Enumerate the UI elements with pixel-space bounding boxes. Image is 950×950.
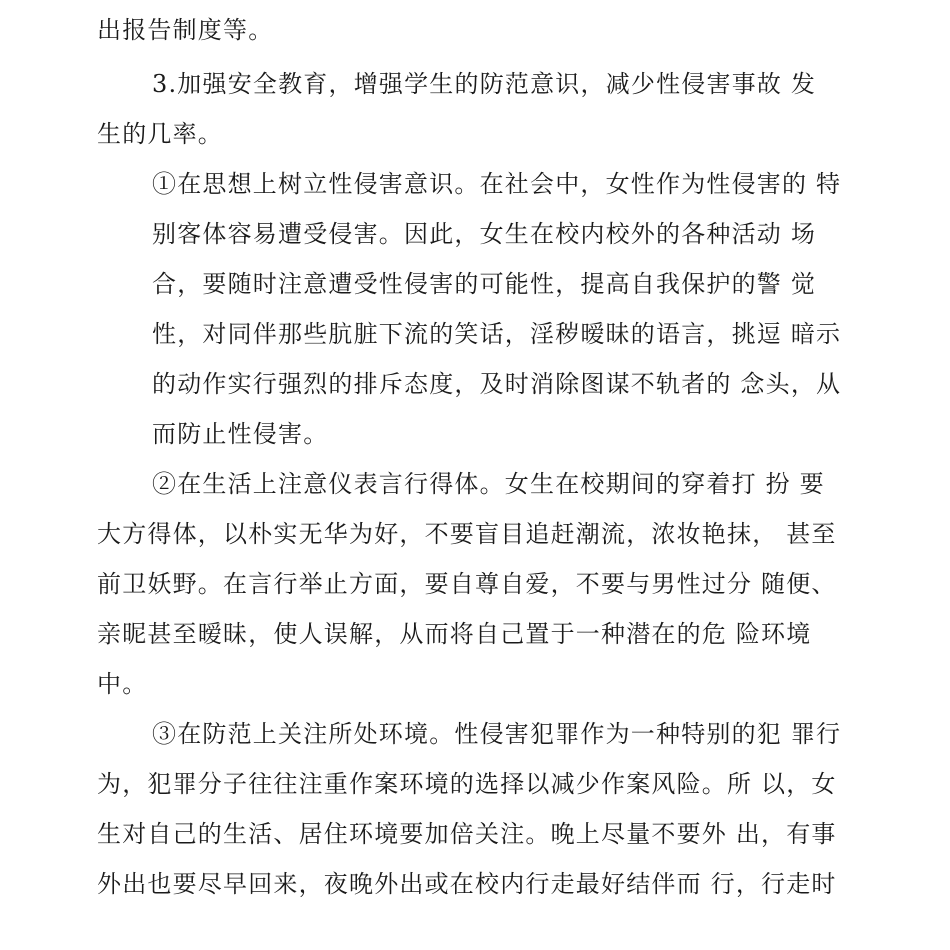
text-line: 合，要随时注意遭受性侵害的可能性，提高自我保护的警 觉	[152, 270, 817, 298]
text-line: 的动作实行强烈的排斥态度，及时消除图谋不轨者的 念头，从	[152, 370, 842, 398]
text-line: 生的几率。	[97, 120, 223, 148]
text-line: ②在生活上注意仪表言行得体。女生在校期间的穿着打 扮 要	[152, 470, 825, 498]
text-line: 大方得体，以朴实无华为好，不要盲目追赶潮流，浓妆艳抹， 甚至	[97, 520, 837, 548]
text-line: ①在思想上树立性侵害意识。在社会中，女性作为性侵害的 特	[152, 170, 842, 198]
text-line: 外出也要尽早回来，夜晚外出或在校内行走最好结伴而 行，行走时	[97, 870, 837, 898]
text-line: 而防止性侵害。	[152, 420, 329, 448]
text-line: 别客体容易遭受侵害。因此，女生在校内校外的各种活动 场	[152, 220, 817, 248]
text-line: 生对自己的生活、居住环境要加倍关注。晚上尽量不要外 出，有事	[97, 820, 837, 848]
section-heading: 3.加强安全教育，增强学生的防范意识，减少性侵害事故 发	[152, 70, 817, 98]
text-line: 中。	[97, 670, 148, 698]
text-line: 亲昵甚至暧昧，使人误解，从而将自己置于一种潜在的危 险环境	[97, 620, 812, 648]
text-line: 为，犯罪分子往往注重作案环境的选择以减少作案风险。所 以，女	[97, 770, 837, 798]
text-line: ③在防范上关注所处环境。性侵害犯罪作为一种特别的犯 罪行	[152, 720, 842, 748]
text-line: 出报告制度等。	[97, 16, 274, 44]
text-line: 性，对同伴那些肮脏下流的笑话，淫秽暧昧的语言，挑逗 暗示	[152, 320, 842, 348]
text-line: 前卫妖野。在言行举止方面，要自尊自爱，不要与男性过分 随便、	[97, 570, 837, 598]
